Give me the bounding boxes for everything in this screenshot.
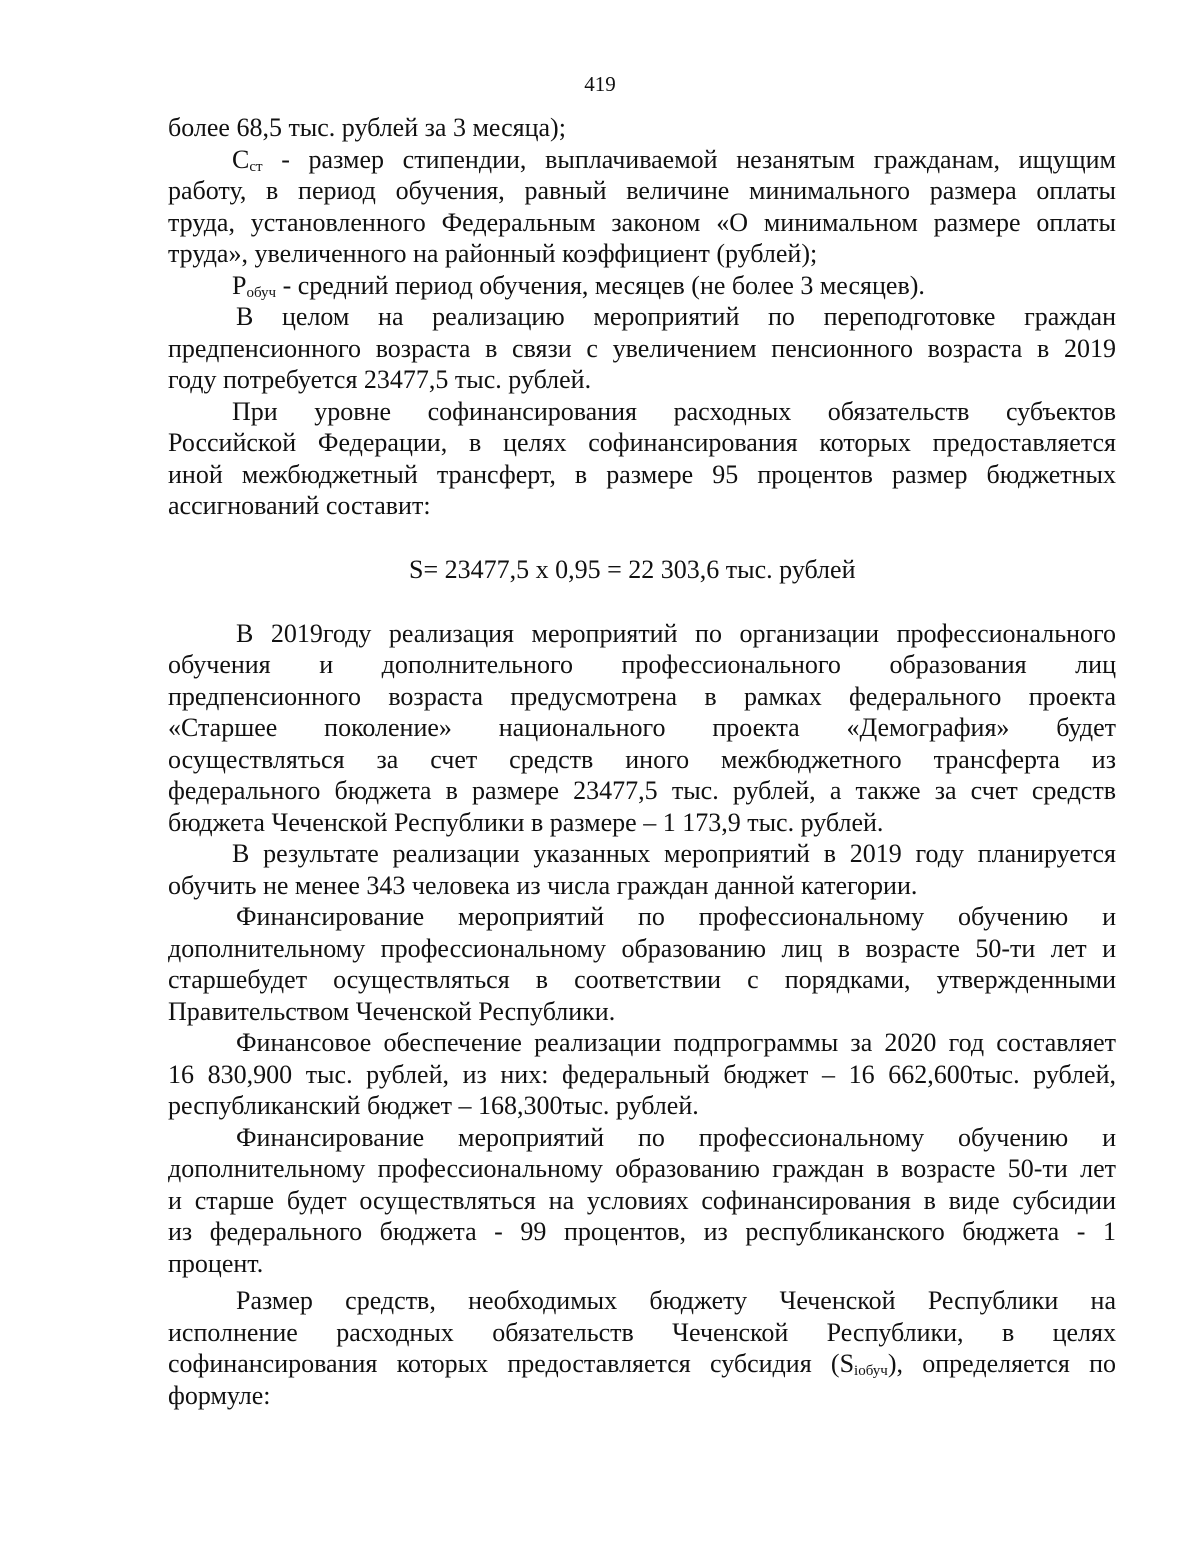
- text-line: предпенсионного возраста в связи с увеличением пенсионного возраста в 2019: [168, 333, 1116, 363]
- symbol-subscript: iобуч: [854, 1363, 888, 1379]
- text-line: старшебудет осуществляться в соответствии с порядками, утвержденными: [168, 965, 1116, 994]
- spacer: [168, 590, 1116, 618]
- text-line: обучения и дополнительного профессионального образования лиц: [168, 650, 1116, 679]
- text-line: ассигнований составит:: [168, 491, 431, 520]
- text-line: федерального бюджета в размере 23477,5 тыс. рублей, а также за счет средств: [168, 776, 1116, 805]
- text-line: «Старшее поколение» национального проекта «Демография» будет: [168, 713, 1116, 742]
- text-line: труда», увеличенного на районный коэффициент (рублей);: [168, 239, 818, 268]
- text-line: [168, 1348, 1116, 1380]
- text-line: Российской Федерации, в целях софинансирования которых предоставляется: [168, 428, 1116, 457]
- definition-line: [168, 270, 1116, 302]
- symbol: Р: [232, 270, 247, 300]
- text-line: В целом на реализацию мероприятий по переподготовке граждан: [236, 302, 1116, 331]
- text-line: Правительством Чеченской Республики.: [168, 996, 616, 1026]
- document-body: [168, 112, 1116, 1411]
- text-fragment: софинансирования которых предоставляется субсидия (S: [168, 1349, 855, 1378]
- text-line: В 2019году реализация мероприятий по организации профессионального: [236, 618, 1116, 648]
- text-line: году потребуется 23477,5 тыс. рублей.: [168, 365, 592, 394]
- text-line: бюджета Чеченской Республики в размере – 1 173,9 тыс. рублей.: [168, 807, 884, 837]
- text-line: дополнительному профессиональному образованию граждан в возрасте 50-ти лет: [168, 1154, 1116, 1183]
- text-line: труда, установленного Федеральным законом «О минимальном размере оплаты: [168, 207, 1116, 237]
- text-fragment: ), определяется по: [887, 1349, 1116, 1378]
- text-line: В результате реализации указанных мероприятий в 2019 году планируется: [232, 839, 1116, 868]
- text-line: республиканский бюджет – 168,300тыс. рублей.: [168, 1091, 699, 1120]
- text-line: формуле:: [168, 1380, 271, 1410]
- text-line: иной межбюджетный трансферт, в размере 95 процентов размер бюджетных: [168, 459, 1116, 489]
- text-line: осуществляться за счет средств иного межбюджетного трансферта из: [168, 744, 1116, 774]
- spacer: [168, 522, 1116, 550]
- text-line: процент.: [168, 1248, 264, 1278]
- text-line: и старше будет осуществляться на условиях софинансирования в виде субсидии: [168, 1185, 1116, 1215]
- symbol: С: [232, 144, 250, 174]
- text-line: Финансирование мероприятий по профессиональному обучению и: [236, 1122, 1116, 1152]
- definition-line: [168, 144, 1116, 176]
- text-line: предпенсионного возраста предусмотрена в рамках федерального проекта: [168, 681, 1116, 711]
- text-line: 16 830,900 тыс. рублей, из них: федеральный бюджет – 16 662,600тыс. рублей,: [168, 1059, 1116, 1089]
- symbol-subscript: обуч: [246, 284, 277, 301]
- definition-text: - средний период обучения, месяцев (не более 3 месяцев).: [276, 270, 925, 300]
- symbol-subscript: ст: [249, 158, 263, 175]
- text-line: Размер средств, необходимых бюджету Чеченской Республики на: [236, 1286, 1116, 1315]
- text-line: из федерального бюджета - 99 процентов, из республиканского бюджета - 1: [168, 1217, 1116, 1246]
- formula: S= 23477,5 х 0,95 = 22 303,6 тыс. рублей: [409, 554, 856, 584]
- text-line: исполнение расходных обязательств Чеченской Республики, в целях: [168, 1317, 1116, 1347]
- page-number: 419: [584, 72, 616, 96]
- text-line: работу, в период обучения, равный величине минимального размера оплаты: [168, 176, 1116, 205]
- text-line: обучить не менее 343 человека из числа граждан данной категории.: [168, 870, 918, 900]
- text-line: более 68,5 тыс. рублей за 3 месяца);: [168, 113, 566, 142]
- text-line: Финансовое обеспечение реализации подпрограммы за 2020 год составляет: [236, 1028, 1116, 1057]
- text-line: дополнительному профессиональному образованию лиц в возрасте 50-ти лет и: [168, 933, 1116, 963]
- text-line: Финансирование мероприятий по профессиональному обучению и: [236, 902, 1116, 931]
- definition-text: - размер стипендии, выплачиваемой незанятым гражданам, ищущим: [262, 144, 1116, 174]
- text-line: При уровне софинансирования расходных обязательств субъектов: [232, 396, 1116, 426]
